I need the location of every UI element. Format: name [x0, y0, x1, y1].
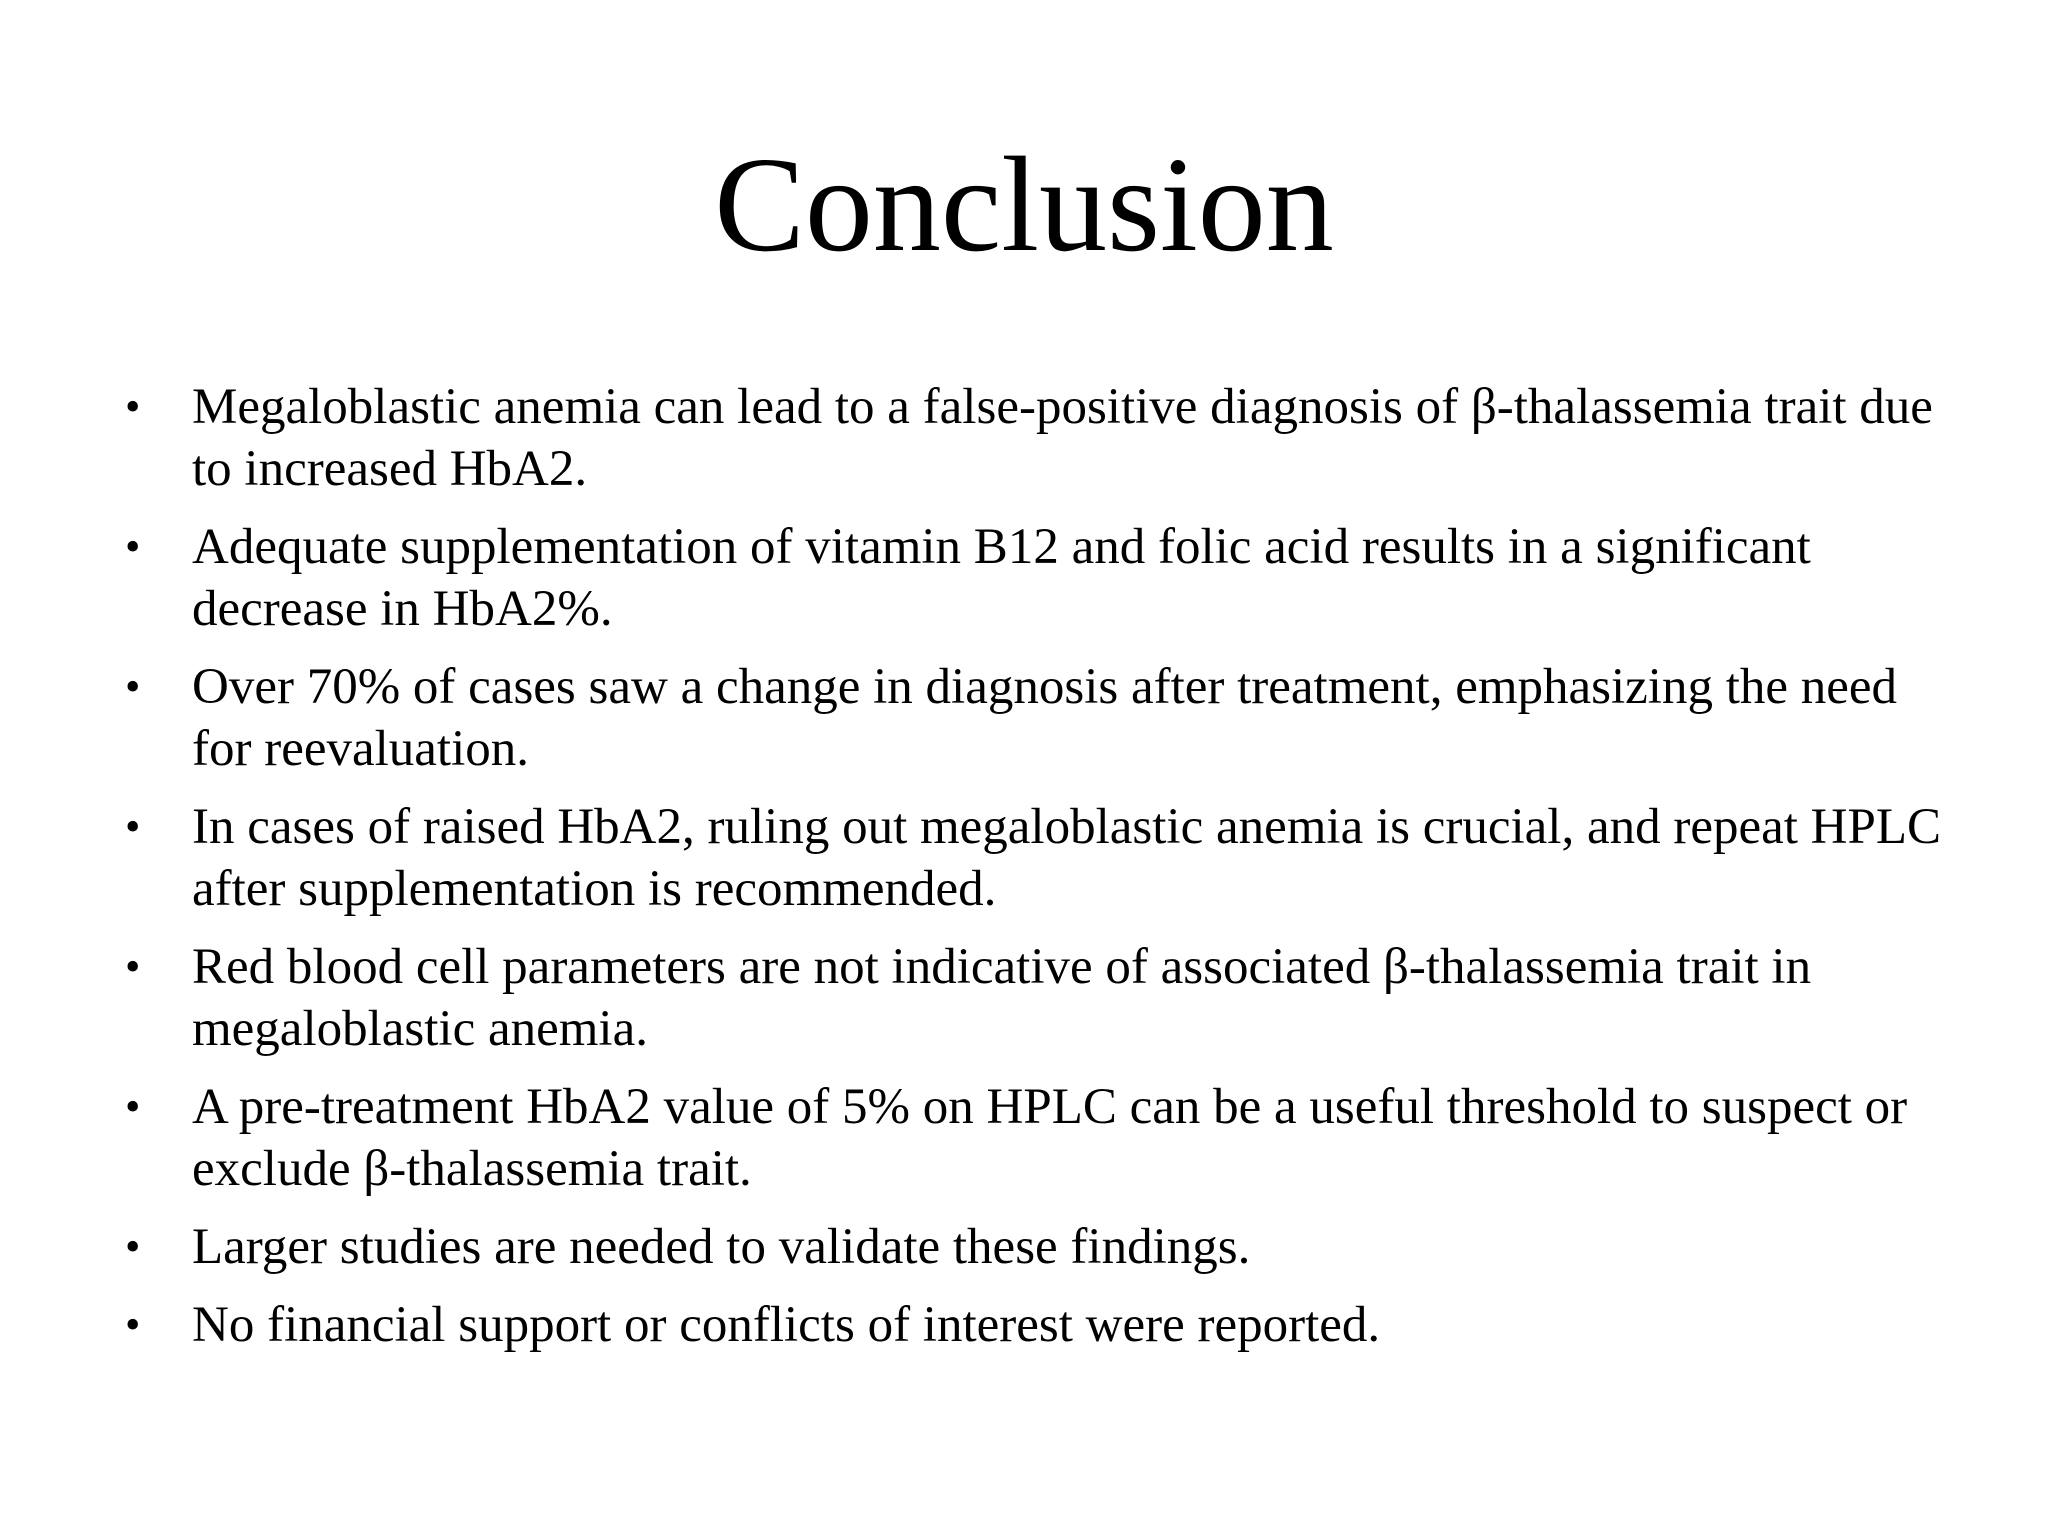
- bullet-item: [125, 376, 1955, 500]
- bullet-text: A pre-treatment HbA2 value of 5% on HPLC can be a useful threshold to suspect or exclude β-thalassemia trait.: [192, 1079, 1908, 1197]
- bullet-icon: •: [125, 662, 141, 711]
- bullet-text: Over 70% of cases saw a change in diagnosis after treatment, emphasizing the need for reevaluation.: [192, 659, 1898, 777]
- bullet-text: Larger studies are needed to validate these findings.: [192, 1219, 1251, 1275]
- bullet-icon: •: [125, 522, 141, 571]
- slide-title: Conclusion: [714, 130, 1334, 280]
- bullet-item: [125, 516, 1955, 640]
- bullet-item: [125, 1076, 1955, 1200]
- bullet-item: [125, 656, 1955, 780]
- bullet-item: [125, 936, 1955, 1060]
- bullet-item: [125, 1216, 1955, 1278]
- bullet-icon: •: [125, 1300, 141, 1349]
- bullet-icon: •: [125, 802, 141, 851]
- bullet-list: [125, 376, 1955, 1372]
- bullet-item: [125, 796, 1955, 920]
- bullet-icon: •: [125, 1222, 141, 1271]
- bullet-text: Megaloblastic anemia can lead to a false-positive diagnosis of β-thalassemia trait due to increased HbA2.: [192, 379, 1933, 497]
- bullet-text: In cases of raised HbA2, ruling out megaloblastic anemia is crucial, and repeat HPLC after supplementation is recommended.: [192, 799, 1942, 917]
- bullet-icon: •: [125, 942, 141, 991]
- bullet-item: [125, 1294, 1955, 1356]
- bullet-text: Red blood cell parameters are not indicative of associated β-thalassemia trait in megaloblastic anemia.: [192, 939, 1812, 1057]
- bullet-text: Adequate supplementation of vitamin B12 and folic acid results in a significant decrease in HbA2%.: [192, 519, 1811, 637]
- bullet-text: No financial support or conflicts of interest were reported.: [192, 1297, 1381, 1353]
- bullet-icon: •: [125, 382, 141, 431]
- bullet-icon: •: [125, 1082, 141, 1131]
